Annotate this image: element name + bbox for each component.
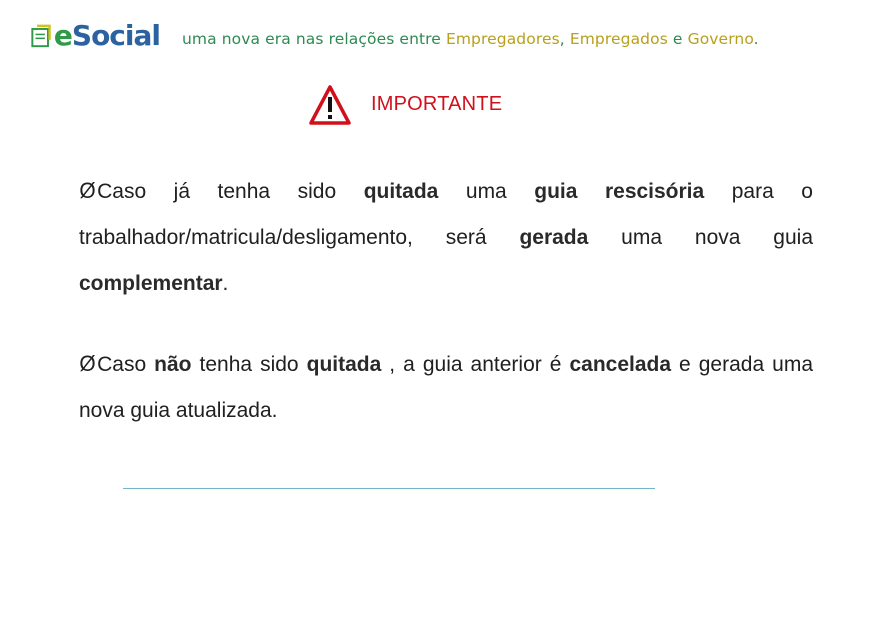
tagline-empregadores: Empregadores	[445, 30, 560, 48]
warning-triangle-icon	[308, 84, 352, 126]
arrow-bullet-icon: Ø	[79, 178, 96, 203]
logo-wordmark: eSocial	[53, 19, 160, 52]
tagline: uma nova era nas relações entre Empregadores, Empregados e Governo.	[182, 30, 759, 48]
divider-line	[123, 488, 655, 489]
bullet-paragraph-2: ØCaso não tenha sido quitada , a guia anterior é cancelada e gerada uma nova guia atualizada.	[79, 341, 813, 434]
tagline-empregados: Empregados	[569, 30, 668, 48]
esocial-logo	[30, 17, 160, 55]
important-heading: IMPORTANTE	[371, 93, 503, 115]
document-icon	[30, 21, 52, 51]
tagline-governo: Governo	[687, 30, 754, 48]
bullet-paragraph-1: ØCaso já tenha sido quitada uma guia rescisória para o trabalhador/matricula/desligamento, será gerada uma nova guia complementar.	[79, 168, 813, 307]
arrow-bullet-icon: Ø	[79, 351, 96, 376]
